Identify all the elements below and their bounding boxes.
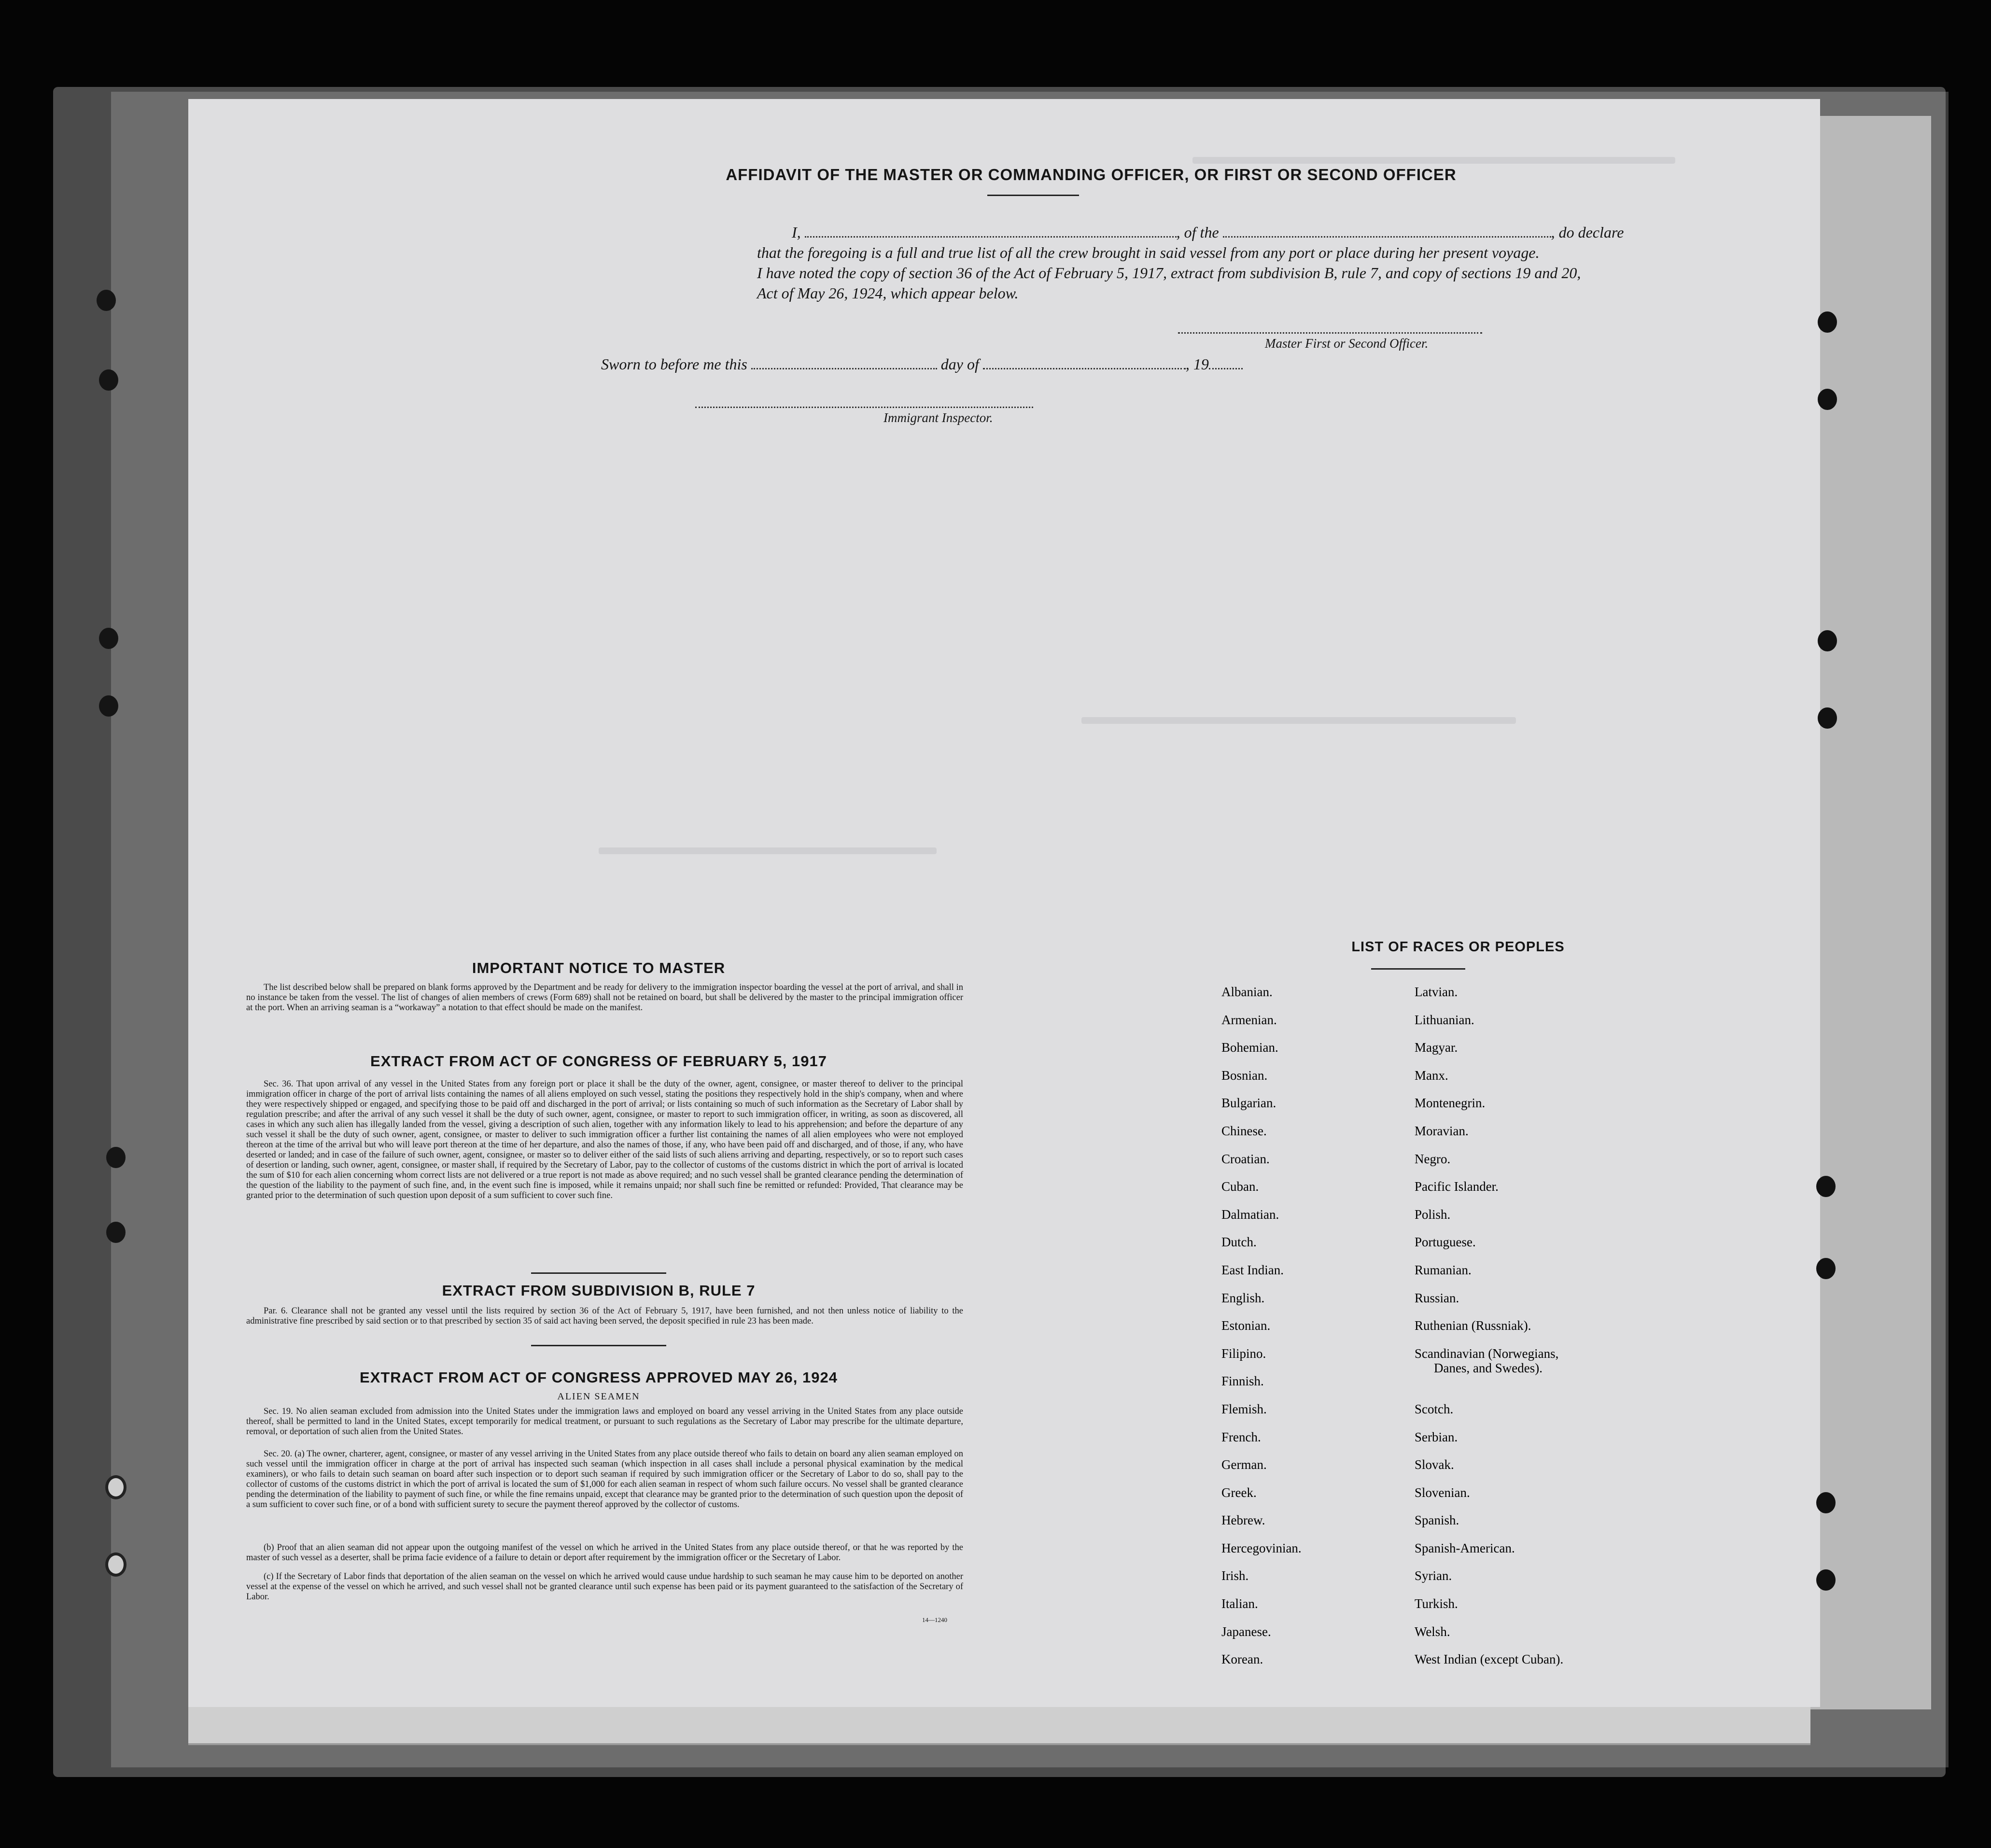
races-right-column: [1415, 985, 1563, 1680]
race-item: German.: [1221, 1457, 1267, 1472]
sworn-day-of: day of: [940, 355, 979, 373]
race-item: Cuban.: [1221, 1179, 1259, 1194]
race-item: Korean.: [1221, 1652, 1263, 1667]
vessel-blank: [1223, 224, 1551, 238]
race-item: Slovak.: [1415, 1457, 1454, 1472]
race-item: Dutch.: [1221, 1235, 1257, 1250]
punch-hole: [1816, 1492, 1836, 1513]
affidavit-line-4: Act of May 26, 1924, which appear below.: [757, 284, 1019, 302]
race-item: Moravian.: [1415, 1123, 1469, 1138]
affidavit-line-1: [570, 222, 1624, 242]
race-item: Latvian.: [1415, 985, 1458, 999]
section-divider: [531, 1272, 666, 1274]
race-item: Chinese.: [1221, 1123, 1267, 1138]
races-divider: [1371, 968, 1465, 970]
bleed-through: [599, 847, 937, 854]
affidavit-of-the: , of the: [1176, 224, 1219, 241]
sworn-text: Sworn to before me this: [601, 355, 747, 373]
race-item: Magyar.: [1415, 1040, 1458, 1055]
punch-hole: [1818, 389, 1837, 410]
race-item: Bulgarian.: [1221, 1096, 1276, 1111]
binder-hole: [106, 1222, 126, 1243]
binder-hole: [105, 1475, 126, 1499]
race-item: Lithuanian.: [1415, 1012, 1474, 1027]
race-item: Scotch.: [1415, 1401, 1454, 1416]
race-item: Negro.: [1415, 1151, 1451, 1166]
sworn-line: [601, 354, 1518, 374]
race-item: Rumanian.: [1415, 1262, 1472, 1277]
race-item: Serbian.: [1415, 1429, 1458, 1444]
sec19-body: Sec. 19. No alien seaman excluded from admission into the United States under the immigration laws and employed on board any vessel arriving in the United States from any place outside thereof, shall be permitted to land in the United States, except temporarily for medical treatment, or pursuant to such regulations as the Secretary of Labor may prescribe for the ultimate departure, removal, or deportation of such alien from the United States.: [246, 1407, 963, 1437]
race-item: East Indian.: [1221, 1262, 1284, 1277]
races-title: LIST OF RACES OR PEOPLES: [1351, 939, 1565, 955]
race-item: Pacific Islander.: [1415, 1179, 1499, 1194]
race-item: Estonian.: [1221, 1318, 1271, 1333]
race-item: Russian.: [1415, 1290, 1459, 1305]
crew-manifest-page: [188, 99, 1820, 1707]
race-item: Irish.: [1221, 1568, 1249, 1583]
bleed-through: [1081, 717, 1516, 724]
affidavit-declare: , do declare: [1551, 224, 1624, 241]
race-item: Armenian.: [1221, 1012, 1277, 1027]
race-item: Bosnian.: [1221, 1068, 1268, 1083]
title-divider: [987, 195, 1079, 196]
section-divider: [531, 1345, 666, 1346]
notice-title: IMPORTANT NOTICE TO MASTER: [472, 959, 726, 976]
affidavit-title: AFFIDAVIT OF THE MASTER OR COMMANDING OFFICER, OR FIRST OR SECOND OFFICER: [726, 166, 1457, 183]
race-item: English.: [1221, 1290, 1265, 1305]
race-item: Montenegrin.: [1415, 1096, 1486, 1111]
races-left-column: [1221, 985, 1302, 1680]
race-item: Japanese.: [1221, 1624, 1271, 1639]
punch-hole: [1818, 311, 1837, 333]
sworn-month-blank: [983, 355, 1186, 369]
race-item-line: Scandinavian (Norwegians,: [1415, 1346, 1559, 1361]
race-item: Bohemian.: [1221, 1040, 1278, 1055]
race-item: Portuguese.: [1415, 1235, 1476, 1250]
race-item: Polish.: [1415, 1207, 1451, 1222]
race-item: Syrian.: [1415, 1568, 1452, 1583]
binder-hole: [97, 290, 116, 311]
race-item: Hebrew.: [1221, 1513, 1265, 1528]
master-caption: Master First or Second Officer.: [1265, 336, 1429, 351]
race-item: Welsh.: [1415, 1624, 1450, 1639]
sworn-year: , 19: [1185, 355, 1209, 373]
race-item: Dalmatian.: [1221, 1207, 1279, 1222]
inspector-caption: Immigrant Inspector.: [883, 410, 993, 425]
race-item: Greek.: [1221, 1485, 1257, 1500]
binder-hole: [99, 369, 118, 391]
race-item: Spanish-American.: [1415, 1540, 1515, 1555]
sec20a-body: Sec. 20. (a) The owner, charterer, agent, consignee, or master of any vessel arriving in the United States from any place outside thereof who fails to detain on board any alien seaman employed on such vessel until the immigration officer in charge at the port of arrival has inspected such seaman (which inspection in all cases shall include a personal physical examination by the medical examiners), or who fails to detain such seaman on board after such inspection or to deport such seaman if required by such immigration officer or the Secretary of Labor to do so, shall pay to the collector of customs of the customs district in which the port of arrival is located the sum of $1,000 for each alien seaman in respect of whom such failure occurs. No vessel shall be granted clearance pending the determination of the liability to payment of such fine, or while the fine remains unpaid, except that clearance may be granted prior to the determination of such question upon the deposit of a sum sufficient to cover such fine, or of a bond with sufficient surety to secure the payment thereof approved by the collector of customs.: [246, 1449, 963, 1509]
form-number: 14—1240: [922, 1616, 947, 1623]
race-item: Croatian.: [1221, 1151, 1270, 1166]
race-item: French.: [1221, 1429, 1261, 1444]
rule7-body: Par. 6. Clearance shall not be granted any vessel until the lists required by section 36 of the Act of February 5, 1917, have been furnished, and not then unless notice of liability to the administrative fine prescribed by said section or to that prescribed by section 35 of said act having been served, the deposit specified in rule 23 has been made.: [246, 1306, 963, 1326]
extract-1917-title: EXTRACT FROM ACT OF CONGRESS OF FEBRUARY 5, 1917: [370, 1053, 827, 1070]
inspector-signature-line: [695, 407, 1033, 408]
notice-body: The list described below shall be prepared on blank forms approved by the Department and be ready for delivery to the immigration inspector boarding the vessel at the port of arrival, and shall in no instance be taken from the vessel. The list of changes of alien members of crews (Form 689) shall not be retained on board, but shall be delivered by the master to the principal immigration officer at the port. When an arriving seaman is a “workaway” a notation to that effect should be made on the manifest.: [246, 983, 963, 1013]
race-item: Slovenian.: [1415, 1485, 1470, 1500]
race-item: Finnish.: [1221, 1374, 1264, 1389]
race-item: Italian.: [1221, 1596, 1258, 1611]
affidavit-line-2: that the foregoing is a full and true list of all the crew brought in said vessel from any port or place during her present voyage.: [757, 244, 1540, 261]
extract-1924-title: EXTRACT FROM ACT OF CONGRESS APPROVED MAY 26, 1924: [360, 1369, 838, 1386]
extract-1924-subtitle: ALIEN SEAMEN: [557, 1391, 640, 1402]
rule7-title: EXTRACT FROM SUBDIVISION B, RULE 7: [442, 1282, 756, 1299]
master-signature-line: [1178, 332, 1482, 334]
sworn-year-blank: [1209, 355, 1243, 369]
race-item: Spanish.: [1415, 1513, 1459, 1528]
race-item: Filipino.: [1221, 1346, 1266, 1361]
sworn-day-blank: [751, 355, 937, 369]
race-item: Albanian.: [1221, 985, 1273, 999]
race-item: Turkish.: [1415, 1596, 1458, 1611]
punch-hole: [1818, 707, 1837, 729]
punch-hole: [1818, 630, 1837, 651]
affidavit-body: [570, 222, 1624, 303]
race-item: Ruthenian (Russniak).: [1415, 1318, 1531, 1333]
binder-hole: [99, 628, 118, 649]
punch-hole: [1816, 1176, 1836, 1197]
race-item: Flemish.: [1221, 1401, 1267, 1416]
binder-hole: [105, 1552, 126, 1577]
sec20c-body: (c) If the Secretary of Labor finds that deportation of the alien seaman on the vessel on which he arrived would cause undue hardship to such seaman he may cause him to be deported on another vessel at the expense of the vessel on which he arrived, and such vessel shall not be granted clearance until such expense has been paid or its payment guaranteed to the satisfaction of the Secretary of Labor.: [246, 1572, 963, 1602]
punch-hole: [1816, 1569, 1836, 1591]
race-item-line: Danes, and Swedes).: [1434, 1360, 1542, 1375]
race-item: Hercegovinian.: [1221, 1540, 1302, 1555]
affidavit-line-3: I have noted the copy of section 36 of the Act of February 5, 1917, extract from subdivision B, rule 7, and copy of sections 19 and 20,: [757, 264, 1581, 282]
race-item: Manx.: [1415, 1068, 1448, 1083]
extract-1917-body: Sec. 36. That upon arrival of any vessel in the United States from any foreign port or place it shall be the duty of the owner, agent, consignee, or master thereof to deliver to the principal immigration officer in charge of the port of arrival lists containing the names of all aliens employed on such vessel, stating the positions they respectively hold in the ship's company, when and where they were respectively shipped or engaged, and specifying those to be paid off and discharged in the port of arrival; or lists containing so much of such information as the Secretary of Labor shall by regulation prescribe; and after the arrival of any such vessel it shall be the duty of such owner, agent, consignee, or master to report to such immigration officer, in writing, as soon as discovered, all cases in which any such alien has illegally landed from the vessel, giving a description of such alien, together with any information likely to lead to his apprehension; and before the departure of any such vessel it shall be the duty of such owner, agent, consignee, or master to deliver to such immigration officer a further list containing the names of all alien employees who were not employed thereon at the time of the arrival but who will leave port thereon at the time of her departure, and also the names of those, if any, who have been paid off and discharged, and of those, if any, who have deserted or landed; and in case of the failure of such owner, agent, consignee, or master so to deliver either of the said lists of such aliens arriving and departing, respectively, or so to report such cases of desertion or landing, such owner, agent, consignee, or master shall, if required by the Secretary of Labor, pay to the collector of customs of the customs district in which the port of arrival is located the sum of $10 for each alien concerning whom correct lists are not delivered or a true report is not made as above required; and no such vessel shall be granted clearance pending the determination of the question of the liability to the payment of such fine, and, in the event such fine is imposed, while it remains unpaid; nor shall such fine be remitted or refunded: Provided, That clearance may be granted prior to the determination of such question upon deposit of a sum sufficient to cover such fine.: [246, 1079, 963, 1200]
binder-hole: [99, 695, 118, 717]
race-item: West Indian (except Cuban).: [1415, 1652, 1564, 1667]
bleed-through: [1192, 157, 1675, 164]
name-blank: [805, 224, 1177, 238]
race-item: [1415, 1346, 1563, 1402]
sec20b-body: (b) Proof that an alien seaman did not appear upon the outgoing manifest of the vessel on which he arrived in the United States from any place outside thereof, or that he was reported by the master of such vessel as a deserter, shall be prima facie evidence of a failure to detain or deport after requirement by the immigration officer or the Secretary of Labor.: [246, 1543, 963, 1563]
affidavit-i: I,: [792, 224, 801, 241]
punch-hole: [1816, 1258, 1836, 1279]
binder-hole: [106, 1147, 126, 1168]
